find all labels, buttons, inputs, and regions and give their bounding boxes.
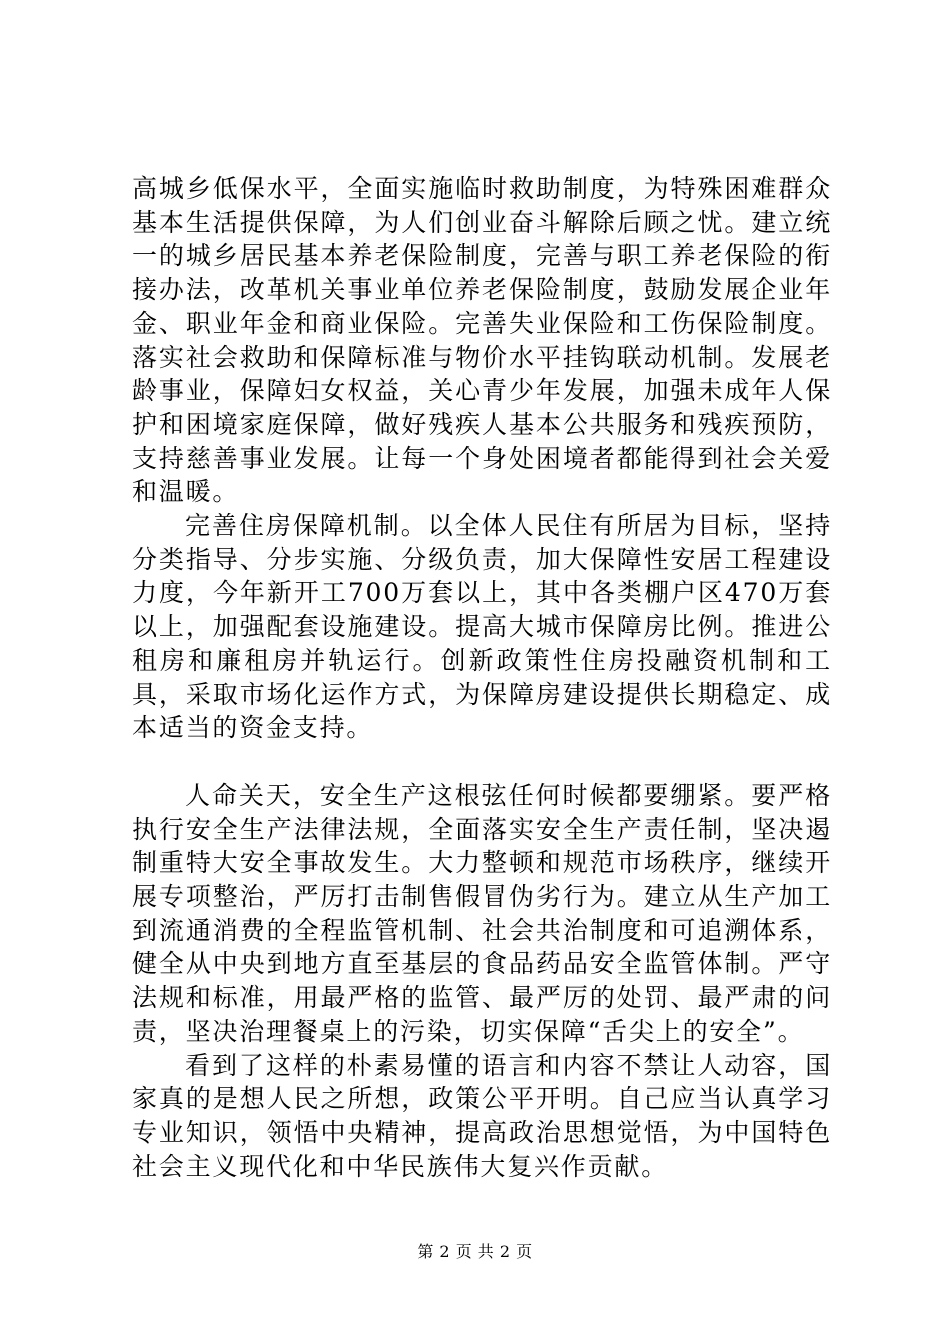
paragraph-reflection: 看到了这样的朴素易懂的语言和内容不禁让人动容，国家真的是想人民之所想，政策公平开明。自己应当认真学习专业知识，领悟中央精神，提高政治思想觉悟，为中国特色社会主义现代化和中华民族伟大复兴作贡献。 bbox=[132, 1050, 832, 1181]
paragraph-spacer bbox=[132, 745, 832, 779]
paragraph-housing-security: 完善住房保障机制。以全体人民住有所居为目标，坚持分类指导、分步实施、分级负责，加大保障性安居工程建设力度，今年新开工700万套以上，其中各类棚户区470万套以上，加强配套设施建设。提高大城市保障房比例。推进公租房和廉租房并轨运行。创新政策性住房投融资机制和工具，采取市场化运作方式，为保障房建设提供长期稳定、成本适当的资金支持。 bbox=[132, 511, 832, 743]
page-number-footer: 第 2 页 共 2 页 bbox=[417, 1242, 533, 1261]
paragraph-social-security: 高城乡低保水平，全面实施临时救助制度，为特殊困难群众基本生活提供保障，为人们创业奋斗解除后顾之忧。建立统一的城乡居民基本养老保险制度，完善与职工养老保险的衔接办法，改革机关事业单位养老保险制度，鼓励发展企业年金、职业年金和商业保险。完善失业保险和工伤保险制度。落实社会救助和保障标准与物价水平挂钩联动机制。发展老龄事业，保障妇女权益，关心青少年发展，加强未成年人保护和困境家庭保障，做好残疾人基本公共服务和残疾预防，支持慈善事业发展。让每一个身处困境者都能得到社会关爱和温暖。 bbox=[132, 174, 832, 507]
paragraph-production-safety: 人命关天，安全生产这根弦任何时候都要绷紧。要严格执行安全生产法律法规，全面落实安全生产责任制，坚决遏制重特大安全事故发生。大力整顿和规范市场秩序，继续开展专项整治，严厉打击制售假冒伪劣行为。建立从生产加工到流通消费的全程监管机制、社会共治制度和可追溯体系，健全从中央到地方直至基层的食品药品安全监管体制。严守法规和标准，用最严格的监管、最严厉的处罚、最严肃的问责，坚决治理餐桌上的污染，切实保障“舌尖上的安全”。 bbox=[132, 780, 832, 1046]
document-body bbox=[132, 172, 832, 1183]
